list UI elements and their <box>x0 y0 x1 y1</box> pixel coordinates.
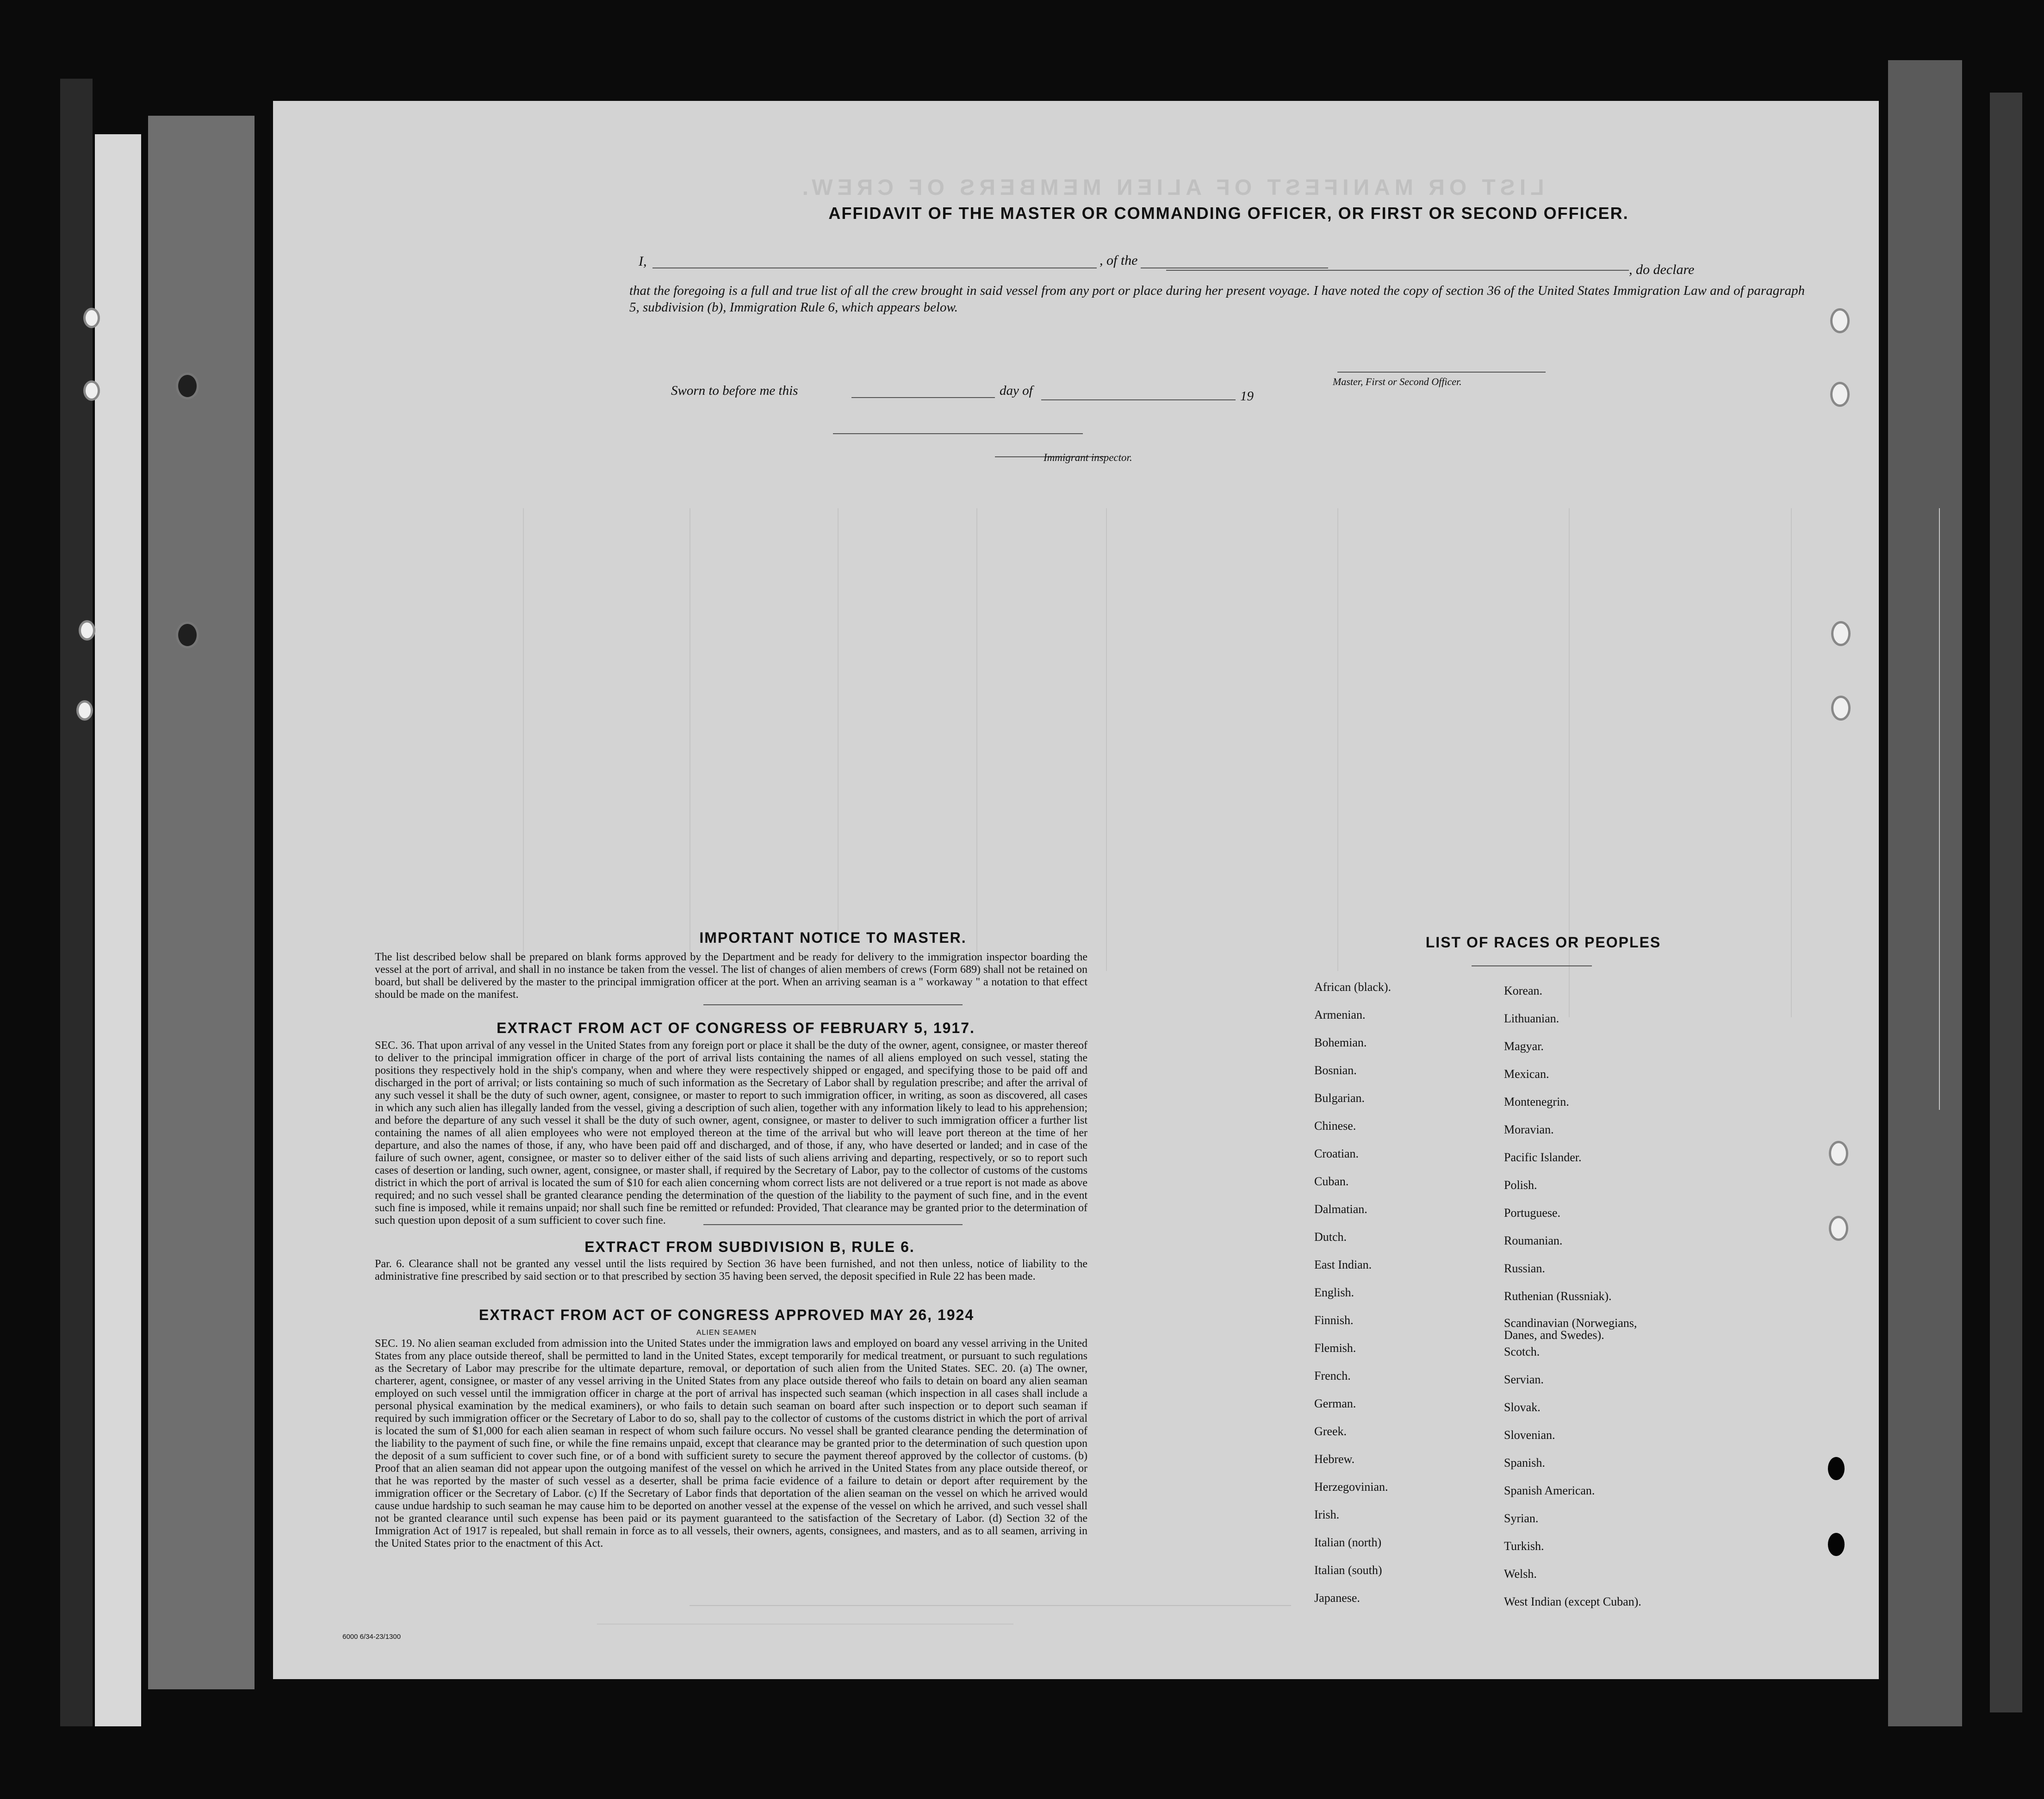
race-item: Chinese. <box>1314 1119 1356 1133</box>
race-item: Spanish. <box>1504 1456 1545 1469</box>
bleed-column-line <box>523 508 524 971</box>
race-item: Slovenian. <box>1504 1428 1555 1442</box>
notice-text: The list described below shall be prepared on blank forms approved by the Department and be ready for delivery to the immigration inspector boarding the vessel at the port of arrival, and shall in no instance be taken from the vessel. The list of changes of alien members of crews (Form 689) shall not be retained on board, but shall be delivered by the master to the principal immigration officer at the port. When an arriving seaman is a " workaway " a notation to that effect should be made on the manifest. <box>375 951 1087 1001</box>
race-item: Pacific Islander. <box>1504 1151 1582 1164</box>
binder-hole <box>176 622 199 648</box>
extract-1924-title: EXTRACT FROM ACT OF CONGRESS APPROVED MAY 26, 1924 <box>478 1307 975 1323</box>
extract-rule6-text: Par. 6. Clearance shall not be granted any vessel until the lists required by Section 36 have been furnished, and not then unless, notice of liability to the administrative fine prescribed by said section or to that prescribed by section 35 having been served, the deposit specified in Rule 22 has been made. <box>375 1258 1087 1282</box>
binder-hole <box>1831 621 1851 646</box>
extract-1924-text: SEC. 19. No alien seaman excluded from admission into the United States under the immigration laws and employed on board any vessel arriving in the United States from any place outside thereof, shall be permitted to land in the United States, except temporarily for medical treatment, or pursuant to such regulations as the Secretary of Labor may prescribe for the ultimate departure, removal, or deportation of such alien from the United States. SEC. 20. (a) The owner, charterer, agent, consignee, or master of any vessel arriving in the United States from any place outside thereof who fails to detain on board any alien seaman employed on such vessel until the immigration officer in charge at the port of arrival has inspected such seaman (which inspection in all cases shall include a personal physical examination by the medical examiners), or who fails to detain such seaman on board after such inspection or to deport such seaman if required by such immigration officer or the Secretary of Labor to do so, shall pay to the collector of customs of the customs district in which the port of arrival is located the sum of $1,000 for each alien seaman in respect of whom such failure occurs. No vessel shall be granted clearance pending the determination of the liability to the payment of such fine, or while the fine remains unpaid, except that clearance may be granted prior to the determination of such question upon the deposit of a sum sufficient to cover such fine, or of a bond with sufficient surety to secure the payment thereof approved by the collector of customs. (b) Proof that an alien seaman did not appear upon the outgoing manifest of the vessel on which he arrived in the United States from any place outside thereof, or that he was reported by the master of such vessel as a deserter, shall be prima facie evidence of a failure to detain or deport after requirement by the immigration officer or the Secretary of Labor. (c) If the Secretary of Labor finds that deportation of the alien seaman on the vessel on which he arrived would cause undue hardship to such seaman he may cause him to be deported on another vessel at the expense of the vessel on which he arrived, and such vessel shall not be granted clearance until such expense has been paid or its payment guaranteed to the satisfaction of the Secretary of Labor. (d) Section 32 of the Immigration Act of 1917 is repealed, but shall remain in force as to all vessels, their owners, agents, consignees, and masters, and as to all seamen, arriving in the United States prior to the enactment of this Act. <box>375 1338 1087 1550</box>
race-item: Italian (south) <box>1314 1563 1382 1577</box>
race-item: Turkish. <box>1504 1539 1544 1553</box>
extract-1924-subtitle: ALIEN SEAMEN <box>696 1329 757 1337</box>
race-item: Cuban. <box>1314 1175 1349 1188</box>
divider <box>1472 965 1592 966</box>
inspector-label: Immigrant inspector. <box>1044 452 1132 463</box>
race-item: Japanese. <box>1314 1591 1360 1605</box>
binder-hole <box>1831 696 1851 721</box>
race-item: Polish. <box>1504 1178 1537 1192</box>
extract-1917-title: EXTRACT FROM ACT OF CONGRESS OF FEBRUARY 5, 1917. <box>497 1020 975 1036</box>
race-item: Slovak. <box>1504 1401 1541 1414</box>
race-item: Servian. <box>1504 1373 1544 1386</box>
race-item: Korean. <box>1504 984 1543 997</box>
race-item: Dutch. <box>1314 1230 1347 1244</box>
affidavit-vessel-line <box>1166 270 1629 271</box>
document-page <box>273 101 1879 1679</box>
race-item: West Indian (except Cuban). <box>1504 1595 1641 1608</box>
race-item: Herzegovinian. <box>1314 1480 1388 1494</box>
race-item: Russian. <box>1504 1262 1545 1275</box>
race-item: Scotch. <box>1504 1345 1540 1358</box>
race-item: French. <box>1314 1369 1351 1382</box>
sworn-label: Sworn to before me this <box>671 383 798 398</box>
race-item: Montenegrin. <box>1504 1095 1569 1108</box>
race-item: Spanish American. <box>1504 1484 1595 1497</box>
race-item: Lithuanian. <box>1504 1012 1559 1025</box>
year-label: 19 <box>1240 389 1254 404</box>
binder-hole <box>83 380 100 401</box>
film-strip-right-edge <box>1990 93 2022 1712</box>
binder-hole <box>1830 382 1850 407</box>
races-title: LIST OF RACES OR PEOPLES <box>1425 934 1661 951</box>
bleed-column-line <box>1106 508 1107 971</box>
bleed-column-line <box>838 508 839 971</box>
binder-hole <box>1829 1216 1848 1241</box>
affidavit-do-declare: , do declare <box>1629 262 1695 277</box>
day-of-label: day of <box>1000 383 1033 398</box>
race-item: Magyar. <box>1504 1040 1544 1053</box>
film-margin-left <box>95 134 141 1726</box>
race-item: Irish. <box>1314 1508 1340 1521</box>
bleed-column-line <box>1337 508 1338 971</box>
race-item: Bulgarian. <box>1314 1091 1365 1105</box>
binder-hole <box>76 700 93 721</box>
bleed-column-line <box>976 508 977 971</box>
extract-rule6-title: EXTRACT FROM SUBDIVISION B, RULE 6. <box>584 1239 915 1255</box>
binder-hole <box>1830 308 1850 333</box>
race-item: Bohemian. <box>1314 1036 1367 1049</box>
affidavit-i-label: I, <box>639 254 647 269</box>
extract-1917-text: SEC. 36. That upon arrival of any vessel in the United States from any foreign port or place it shall be the duty of the owner, agent, consignee, or master thereof to deliver to the principal immigration officer in charge of the port of arrival lists containing the names of all aliens employed on such vessel, stating the positions they respectively hold in the ship's company, when and where they were respectively shipped or engaged, and specifying those to be paid off and discharged in the port of arrival; or lists containing so much of such information as the Secretary of Labor shall by regulation prescribe; and after the arrival of any such vessel it shall be the duty of such owner, agent, consignee, or master to report to such immigration officer, in writing, as soon as discovered, all cases in which any such alien has illegally landed from the vessel, giving a description of such alien, together with any information likely to lead to his apprehension; and before the departure of any such vessel it shall be the duty of such owner, agent, consignee, or master to deliver to such immigration officer a further list containing the names of all alien employees who were not employed thereon at the time of the arrival but who will leave port thereon at the time of her departure, and also the names of those, if any, who have been paid off and discharged, and of those, if any, who have deserted or landed; and in case of the failure of such owner, agent, consignee, or master so to deliver either of the said lists of such aliens arriving and departing, respectively, or so to report such cases of desertion or landing, such owner, agent, consignee, or master shall, if required by the Secretary of Labor, pay to the collector of customs of the customs district in which the port of arrival is located the sum of $10 for each alien concerning whom correct lists are not delivered or a true report is not made as above required; and no such vessel shall be granted clearance pending the determination of the question of the liability to the payment of such fine, and in the event such fine is imposed, while it remains unpaid; nor shall such fine be remitted or refunded: Provided, That clearance may be granted prior to the determination of such question upon deposit of a sum sufficient to cover such fine. <box>375 1040 1087 1226</box>
race-item: Armenian. <box>1314 1008 1366 1021</box>
master-signature-line <box>1337 372 1546 373</box>
race-item: Welsh. <box>1504 1567 1537 1581</box>
affidavit-statement: that the foregoing is a full and true list of all the crew brought in said vessel from any port or place during her present voyage. I have noted the copy of section 36 of the United States Immigration Law and of paragraph 5, subdivision (b), Immigration Rule 6, which appears below. <box>629 283 1805 315</box>
race-item: Scandinavian (Norwegians, Danes, and Swedes). <box>1504 1316 1637 1342</box>
divider <box>703 1224 963 1225</box>
sworn-month-line <box>1041 399 1236 400</box>
inspector-signature-line <box>833 433 1083 434</box>
race-item: Portuguese. <box>1504 1206 1561 1220</box>
binder-hole <box>79 620 95 641</box>
race-item: Ruthenian (Russniak). <box>1504 1289 1612 1303</box>
race-item: Bosnian. <box>1314 1064 1357 1077</box>
binder-hole <box>1829 1141 1848 1166</box>
binding-strip <box>148 116 255 1689</box>
race-item: German. <box>1314 1397 1356 1410</box>
race-item: Dalmatian. <box>1314 1202 1367 1216</box>
bleed-column-line <box>1939 508 1940 1110</box>
form-code: 6000 6/34-23/1300 <box>342 1633 401 1641</box>
binder-hole <box>176 373 199 399</box>
notice-title: IMPORTANT NOTICE TO MASTER. <box>699 929 967 946</box>
race-item: Roumanian. <box>1504 1234 1563 1247</box>
race-item: Moravian. <box>1504 1123 1554 1136</box>
binder-hole <box>83 308 100 328</box>
affidavit-of-the: , of the <box>1097 253 1141 268</box>
faint-bottom-line <box>690 1605 1291 1606</box>
race-item: Flemish. <box>1314 1341 1356 1355</box>
race-item: Italian (north) <box>1314 1536 1382 1549</box>
race-item: Greek. <box>1314 1425 1347 1438</box>
film-strip-right <box>1888 60 1962 1726</box>
race-item: Croatian. <box>1314 1147 1359 1160</box>
divider <box>703 1004 963 1005</box>
race-item: African (black). <box>1314 980 1392 994</box>
punch-hole <box>1828 1533 1845 1556</box>
race-item: Mexican. <box>1504 1067 1549 1081</box>
affidavit-title: AFFIDAVIT OF THE MASTER OR COMMANDING OFFICER, OR FIRST OR SECOND OFFICER. <box>828 204 1629 223</box>
race-item: East Indian. <box>1314 1258 1372 1271</box>
race-item: Finnish. <box>1314 1313 1354 1327</box>
race-item: Hebrew. <box>1314 1452 1355 1466</box>
race-item: Syrian. <box>1504 1512 1539 1525</box>
faint-bottom-line <box>597 1624 1013 1625</box>
punch-hole <box>1828 1457 1845 1480</box>
master-label: Master, First or Second Officer. <box>1333 376 1462 387</box>
bleed-through-header: LIST OR MANIFEST OF ALIEN MEMBERS OF CREW. <box>797 175 1544 200</box>
sworn-day-line <box>851 397 995 398</box>
race-item: English. <box>1314 1286 1354 1299</box>
bleed-column-line <box>1791 508 1792 1017</box>
